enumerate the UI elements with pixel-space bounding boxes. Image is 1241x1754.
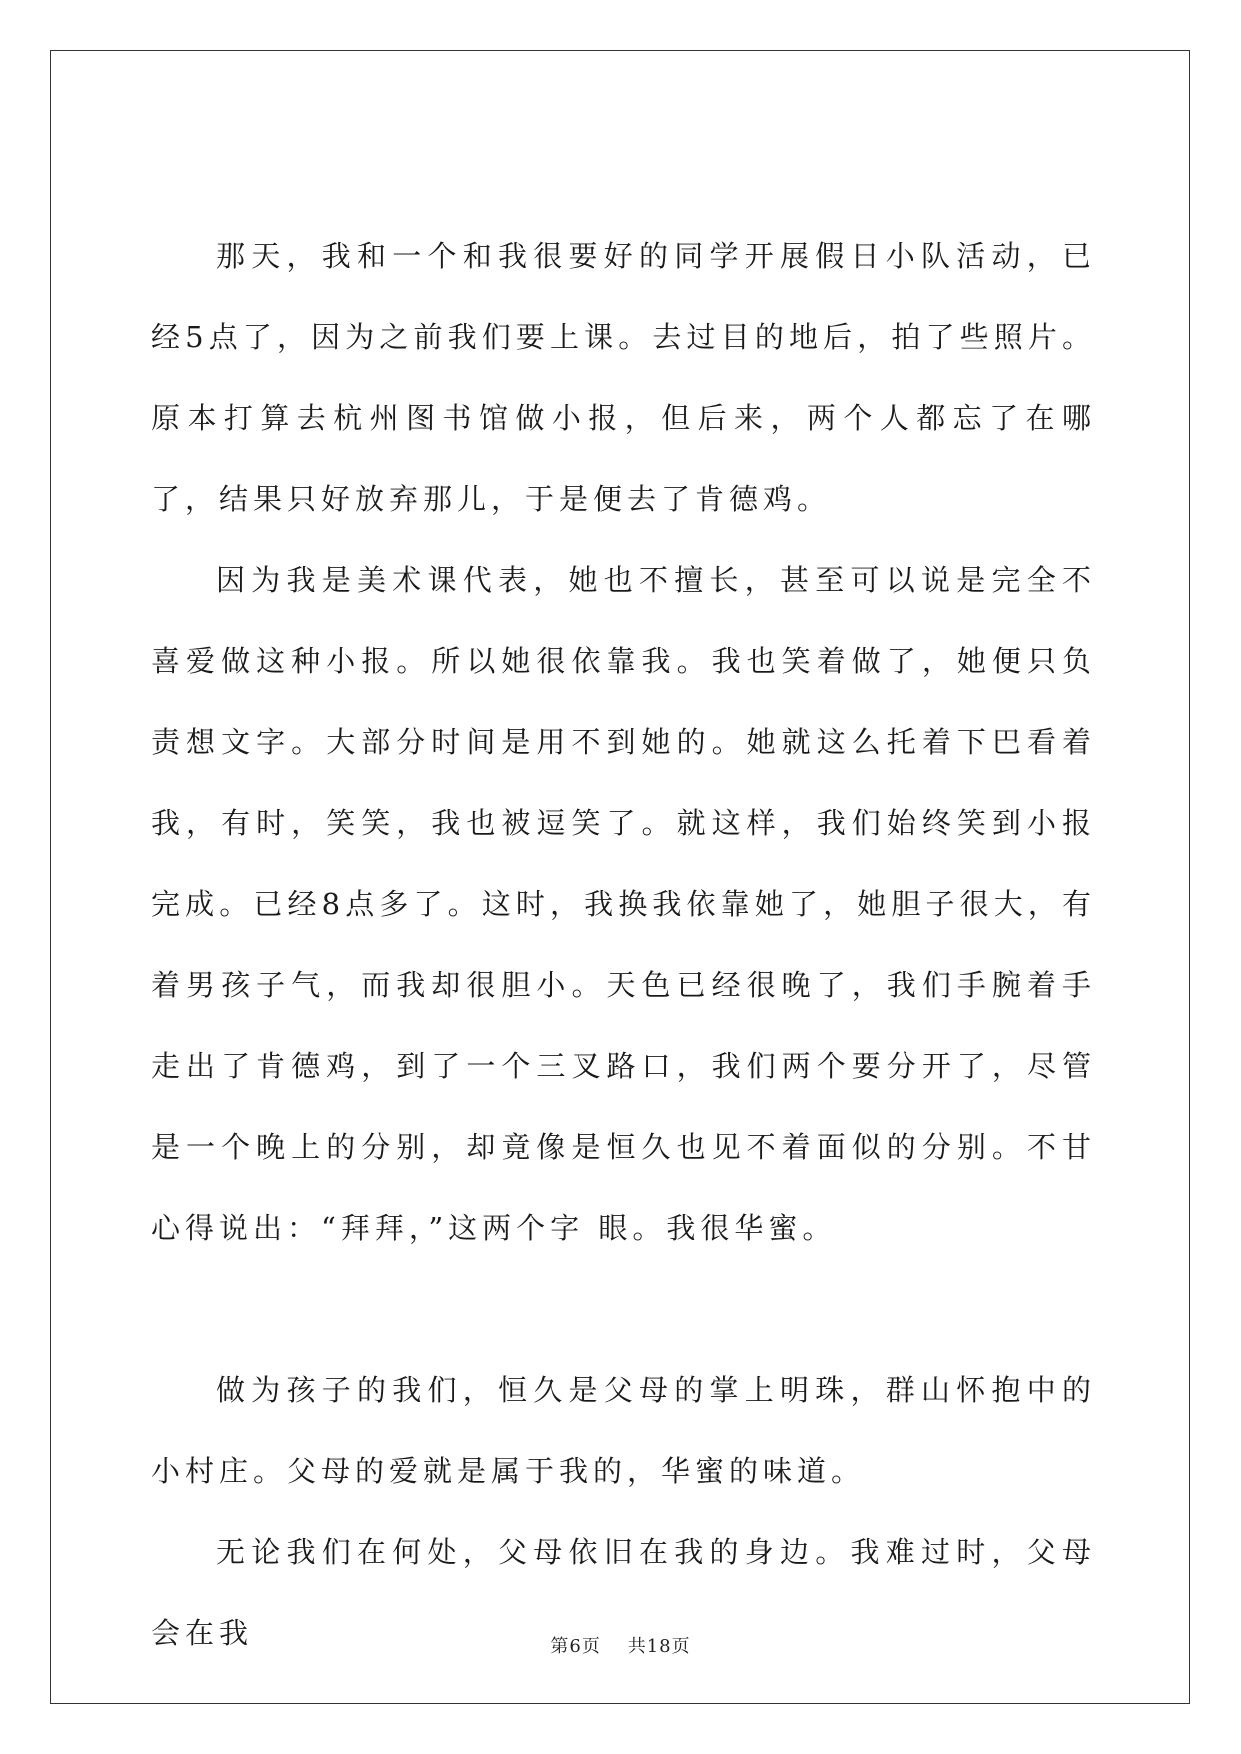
paragraph: 做为孩子的我们，恒久是父母的掌上明珠，群山怀抱中的小村庄。父母的爱就是属于我的，华蜜的味道。 bbox=[151, 1373, 1096, 1488]
document-body bbox=[151, 216, 1096, 1674]
page-footer bbox=[0, 1632, 1241, 1658]
footer-gap bbox=[601, 1636, 628, 1657]
paragraph: 那天，我和一个和我很要好的同学开展假日小队活动，已经5点了，因为之前我们要上课。去过目的地后，拍了些照片。原本打算去杭州图书馆做小报，但后来，两个人都忘了在哪了，结果只好放弃那儿，于是便去了肯德鸡。 bbox=[151, 239, 1096, 516]
paragraph: 因为我是美术课代表，她也不擅长，甚至可以说是完全不喜爱做这种小报。所以她很依靠我。我也笑着做了，她便只负责想文字。大部分时间是用不到她的。她就这么托着下巴看着我，有时，笑笑，我也被逗笑了。就这样，我们始终笑到小报完成。已经8点多了。这时，我换我依靠她了，她胆子很大，有着男孩子气，而我却很胆小。天色已经很晚了，我们手腕着手走出了肯德鸡，到了一个三叉路口，我们两个要分开了，尽管是一个晚上的分别，却竟像是恒久也见不着面似的分别。不甘心得说出：“拜拜，”这两个字 眼。我很华蜜。 bbox=[151, 563, 1096, 1245]
paragraph: 无论我们在何处，父母依旧在我的身边。我难过时，父母会在我 bbox=[151, 1535, 1096, 1650]
page-total: 共18页 bbox=[627, 1636, 691, 1657]
page-number: 第6页 bbox=[550, 1636, 601, 1657]
paragraph-spacer bbox=[151, 1269, 1096, 1350]
